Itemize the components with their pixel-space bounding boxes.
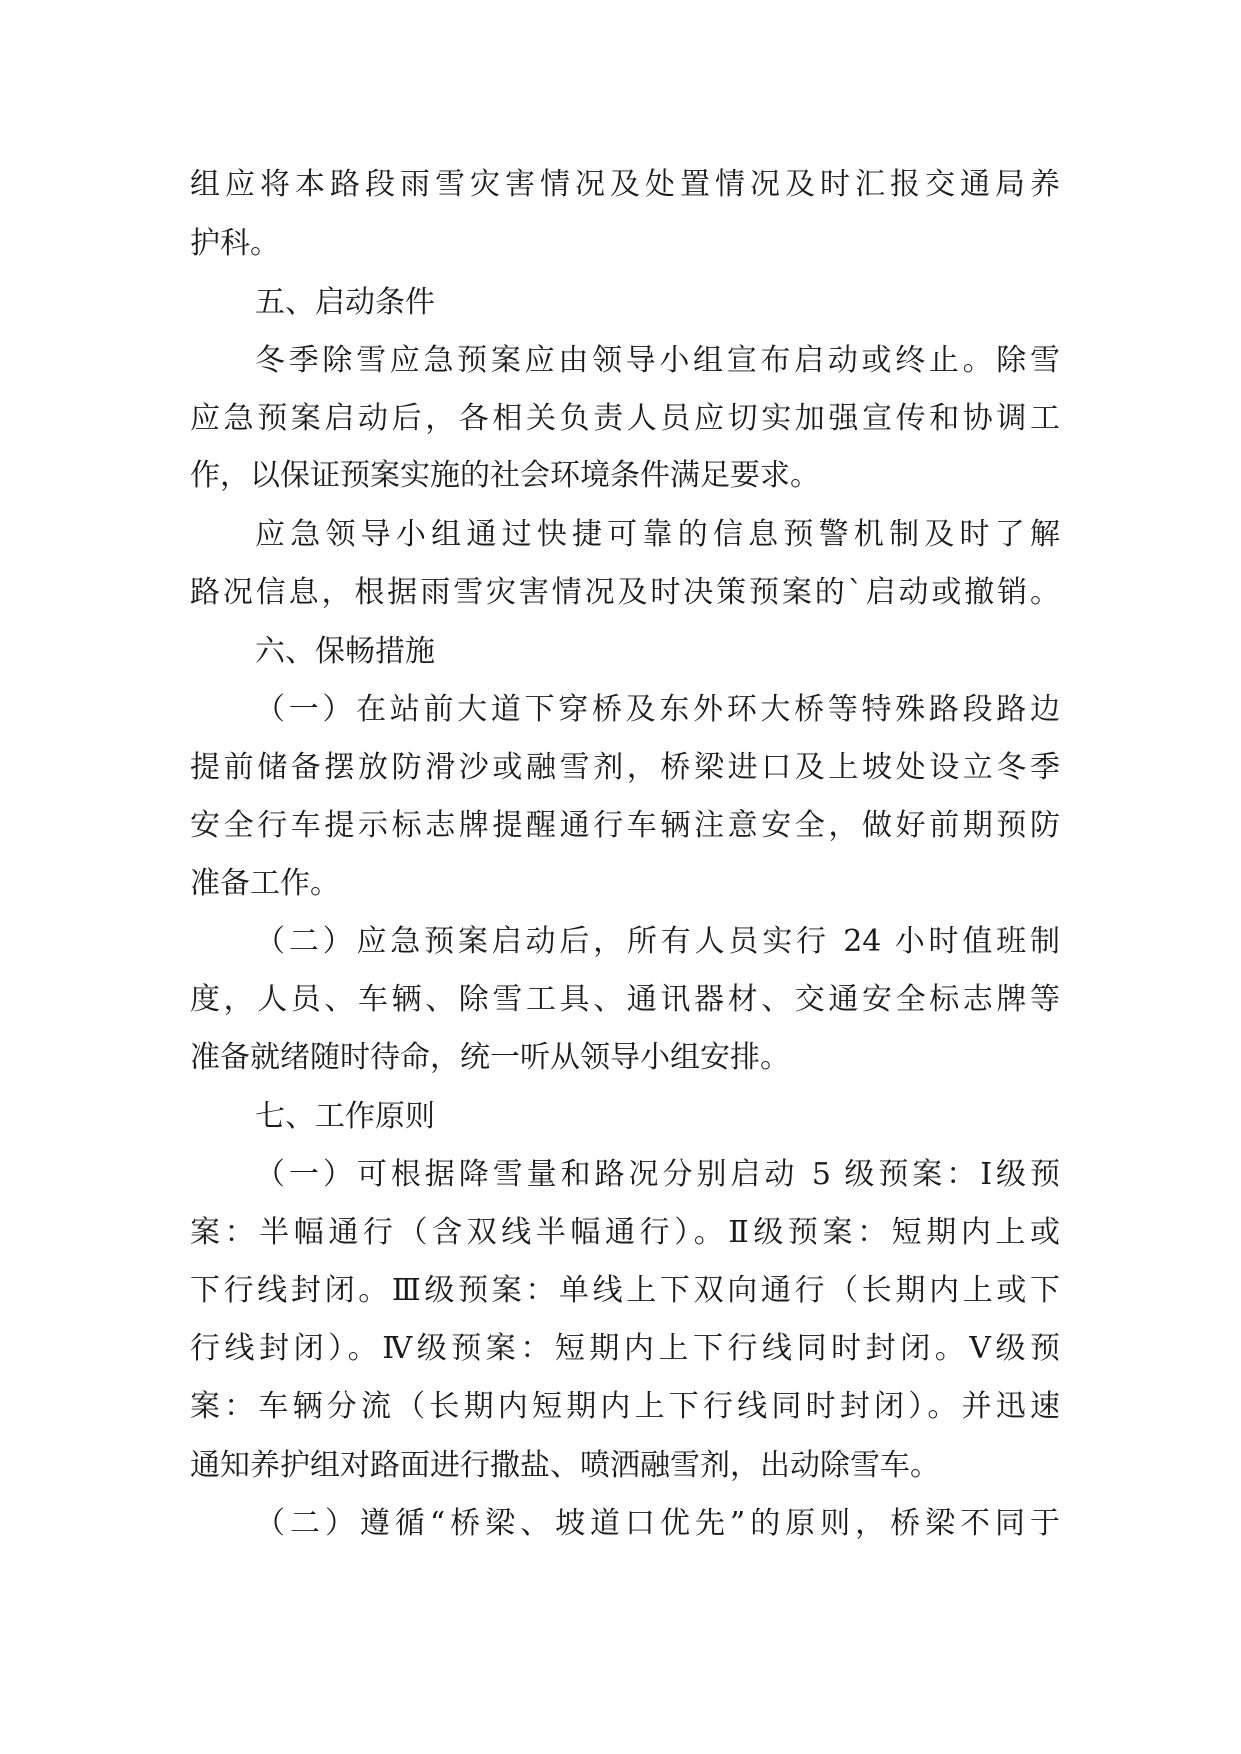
body-text-line: 行线封闭）。Ⅳ级预案：短期内上下行线同时封闭。Ⅴ级预 — [190, 1331, 1060, 1366]
section-heading: 七、工作原则 — [255, 1099, 435, 1134]
body-text-line: 准备工作。 — [190, 866, 340, 901]
body-text-line: 下行线封闭。Ⅲ级预案：单线上下双向通行（长期内上或下 — [190, 1273, 1060, 1308]
body-text-line: （一）可根据降雪量和路况分别启动 5 级预案：Ⅰ级预 — [255, 1157, 1060, 1192]
body-text-line: 冬季除雪应急预案应由领导小组宣布启动或终止。除雪 — [255, 343, 1060, 378]
body-text-line: 通知养护组对路面进行撒盐、喷洒融雪剂，出动除雪车。 — [190, 1448, 940, 1483]
body-text-line: 组应将本路段雨雪灾害情况及处置情况及时汇报交通局养 — [190, 167, 1060, 202]
body-text-line: 应急预案启动后，各相关负责人员应切实加强宣传和协调工 — [190, 401, 1060, 436]
body-text-line: 安全行车提示标志牌提醒通行车辆注意安全，做好前期预防 — [190, 808, 1060, 843]
body-text-line: 度，人员、车辆、除雪工具、通讯器材、交通安全标志牌等 — [190, 982, 1060, 1017]
section-heading: 六、保畅措施 — [255, 634, 435, 669]
body-text-line: 准备就绪随时待命，统一听从领导小组安排。 — [190, 1040, 790, 1075]
body-text-line: 护科。 — [190, 226, 280, 261]
body-text-line: 案：半幅通行（含双线半幅通行）。Ⅱ级预案：短期内上或 — [190, 1215, 1060, 1250]
body-text-line: 案：车辆分流（长期内短期内上下行线同时封闭）。并迅速 — [190, 1389, 1060, 1424]
body-text-line: 路况信息，根据雨雪灾害情况及时决策预案的`启动或撤销。 — [190, 575, 1060, 610]
body-text-line: 提前储备摆放防滑沙或融雪剂，桥梁进口及上坡处设立冬季 — [190, 750, 1060, 785]
body-text-line: 作，以保证预案实施的社会环境条件满足要求。 — [190, 458, 820, 493]
body-text-line: （一）在站前大道下穿桥及东外环大桥等特殊路段路边 — [255, 692, 1060, 727]
section-heading: 五、启动条件 — [255, 285, 435, 320]
body-text-line: （二）遵循“桥梁、坡道口优先”的原则，桥梁不同于 — [255, 1506, 1060, 1541]
body-text-line: 应急领导小组通过快捷可靠的信息预警机制及时了解 — [255, 517, 1060, 552]
body-text-line: （二）应急预案启动后，所有人员实行 24 小时值班制 — [255, 924, 1060, 959]
